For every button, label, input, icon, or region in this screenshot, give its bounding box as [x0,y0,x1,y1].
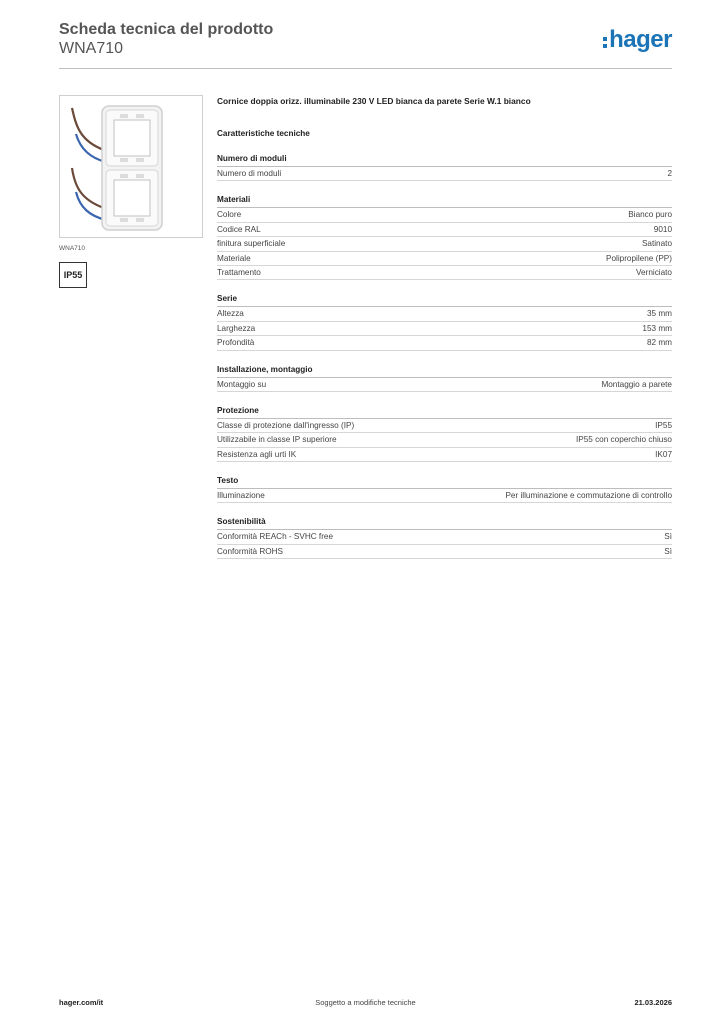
spec-label: Classe di protezione dall'ingresso (IP) [217,420,355,430]
spec-value: Sì [664,546,672,556]
spec-label: Trattamento [217,267,261,277]
product-image [59,95,203,238]
logo-dots-icon [603,37,607,48]
spec-value: Satinato [641,239,672,249]
header-divider [59,68,672,69]
section-heading: Materiali [217,194,672,208]
spec-value: 35 mm [646,309,672,319]
spec-value: 9010 [653,224,672,234]
section-heading: Sostenibilità [217,516,672,530]
section-materiali [217,194,672,280]
spec-label: Profondità [217,338,255,348]
spec-row [217,433,672,447]
spec-row [217,322,672,336]
spec-row [217,307,672,321]
footer-disclaimer: Soggetto a modifiche tecniche [315,998,416,1007]
spec-label: Materiale [217,253,251,263]
spec-row [217,237,672,251]
spec-value: 2 [667,169,672,178]
spec-label: Illuminazione [217,491,265,501]
section-heading: Testo [217,475,672,489]
spec-label: Resistenza agli urti IK [217,449,297,459]
page-title: Scheda tecnica del prodotto [59,21,274,38]
section-heading: Serie [217,293,672,307]
section-serie [217,293,672,350]
spec-value: Polipropilene (PP) [606,253,672,263]
section-protezione [217,405,672,462]
section-sostenibilita [217,516,672,559]
spec-value: Per illuminazione e commutazione di controllo [505,491,672,501]
spec-label: Utilizzabile in classe IP superiore [217,435,337,445]
footer-date: 21.03.2026 [634,998,672,1007]
section-numero-moduli [217,153,672,181]
spec-row [217,252,672,266]
spec-row [217,530,672,544]
section-installazione [217,364,672,392]
spec-value: 82 mm [646,338,672,348]
spec-value: Sì [664,532,672,542]
image-caption: WNA710 [59,245,86,252]
spec-row [217,336,672,350]
logo-wordmark: hager [609,26,672,53]
section-heading: Protezione [217,405,672,419]
technical-data [217,96,672,559]
spec-value: Montaggio a parete [601,379,672,389]
spec-label: Numero di moduli [217,169,282,178]
spec-value: IP55 con coperchio chiuso [575,435,672,445]
spec-label: Colore [217,210,242,220]
spec-row [217,489,672,503]
characteristics-heading: Caratteristiche tecniche [217,129,310,138]
spec-value: Bianco puro [628,210,672,220]
spec-label: Larghezza [217,323,256,333]
section-testo [217,475,672,503]
spec-label: finitura superficiale [217,239,286,249]
spec-value: IP55 [655,420,672,430]
spec-row [217,266,672,280]
spec-row [217,448,672,462]
product-frame-illustration [60,96,202,237]
spec-row [217,223,672,237]
spec-row [217,167,672,181]
section-heading: Numero di moduli [217,153,672,167]
footer-website-link[interactable]: hager.com/it [59,998,104,1007]
spec-label: Conformità ROHS [217,546,283,556]
spec-row [217,378,672,392]
spec-label: Altezza [217,309,244,319]
spec-label: Codice RAL [217,224,261,234]
spec-value: 153 mm [642,323,672,333]
hager-logo [603,28,672,52]
spec-row [217,419,672,433]
spec-value: IK07 [655,449,672,459]
spec-value: Verniciato [636,267,672,277]
spec-row [217,545,672,559]
ip-rating-badge: IP55 [59,262,87,288]
product-code: WNA710 [59,40,124,57]
spec-row [217,208,672,222]
page-footer [59,998,672,1010]
spec-label: Montaggio su [217,379,267,389]
section-heading: Installazione, montaggio [217,364,672,378]
product-description: Cornice doppia orizz. illuminabile 230 V LED bianca da parete Serie W.1 bianco [217,96,531,106]
spec-label: Conformità REACh - SVHC free [217,532,334,542]
